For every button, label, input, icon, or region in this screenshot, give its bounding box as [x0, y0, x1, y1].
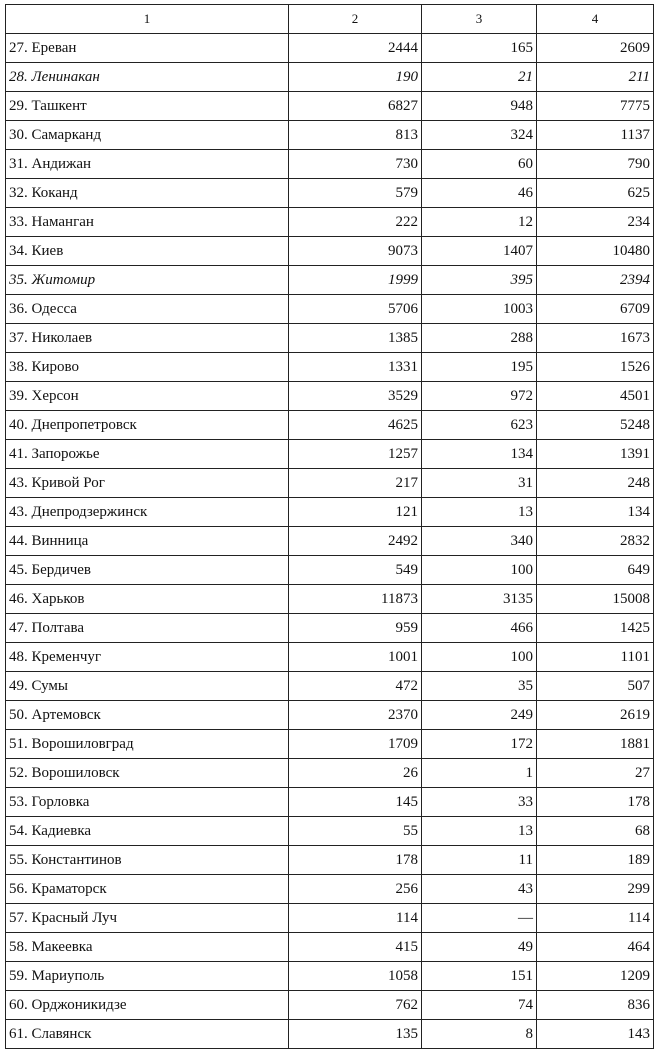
value-col-2-cell: 415 [289, 933, 422, 962]
value-col-4-cell: 15008 [537, 585, 654, 614]
value-col-3-cell: 13 [422, 498, 537, 527]
value-col-2-cell: 3529 [289, 382, 422, 411]
table-row [6, 933, 654, 962]
value-col-4-cell: 649 [537, 556, 654, 585]
value-col-2-cell: 472 [289, 672, 422, 701]
table-row [6, 469, 654, 498]
city-name-cell: 28. Ленинакан [6, 63, 289, 92]
city-name-cell: 48. Кременчуг [6, 643, 289, 672]
value-col-3-cell: 13 [422, 817, 537, 846]
table-row [6, 324, 654, 353]
value-col-4-cell: 790 [537, 150, 654, 179]
value-col-2-cell: 9073 [289, 237, 422, 266]
value-col-2-cell: 256 [289, 875, 422, 904]
table-row [6, 208, 654, 237]
value-col-3-cell: 165 [422, 34, 537, 63]
value-col-2-cell: 1999 [289, 266, 422, 295]
value-col-4-cell: 178 [537, 788, 654, 817]
city-name-cell: 35. Житомир [6, 266, 289, 295]
value-col-3-cell: 151 [422, 962, 537, 991]
value-col-2-cell: 5706 [289, 295, 422, 324]
table-row [6, 730, 654, 759]
value-col-2-cell: 2444 [289, 34, 422, 63]
value-col-3-cell: 972 [422, 382, 537, 411]
table-row [6, 382, 654, 411]
value-col-4-cell: 10480 [537, 237, 654, 266]
value-col-4-cell: 7775 [537, 92, 654, 121]
value-col-4-cell: 1881 [537, 730, 654, 759]
value-col-4-cell: 27 [537, 759, 654, 788]
value-col-4-cell: 68 [537, 817, 654, 846]
value-col-4-cell: 507 [537, 672, 654, 701]
value-col-2-cell: 217 [289, 469, 422, 498]
value-col-2-cell: 1058 [289, 962, 422, 991]
value-col-4-cell: 1391 [537, 440, 654, 469]
city-name-cell: 58. Макеевка [6, 933, 289, 962]
value-col-4-cell: 1209 [537, 962, 654, 991]
value-col-3-cell: 324 [422, 121, 537, 150]
value-col-3-cell: 11 [422, 846, 537, 875]
city-name-cell: 41. Запорожье [6, 440, 289, 469]
city-name-cell: 53. Горловка [6, 788, 289, 817]
table-row [6, 672, 654, 701]
value-col-3-cell: 3135 [422, 585, 537, 614]
city-name-cell: 47. Полтава [6, 614, 289, 643]
city-name-cell: 45. Бердичев [6, 556, 289, 585]
value-col-4-cell: 1101 [537, 643, 654, 672]
value-col-3-cell: 49 [422, 933, 537, 962]
city-name-cell: 49. Сумы [6, 672, 289, 701]
city-name-cell: 59. Мариуполь [6, 962, 289, 991]
value-col-2-cell: 1385 [289, 324, 422, 353]
table-row [6, 295, 654, 324]
value-col-4-cell: 2609 [537, 34, 654, 63]
city-name-cell: 34. Киев [6, 237, 289, 266]
value-col-4-cell: 2619 [537, 701, 654, 730]
value-col-4-cell: 299 [537, 875, 654, 904]
table-row [6, 237, 654, 266]
value-col-4-cell: 5248 [537, 411, 654, 440]
city-name-cell: 46. Харьков [6, 585, 289, 614]
city-name-cell: 54. Кадиевка [6, 817, 289, 846]
value-col-4-cell: 464 [537, 933, 654, 962]
value-col-4-cell: 2394 [537, 266, 654, 295]
value-col-2-cell: 190 [289, 63, 422, 92]
city-name-cell: 38. Кирово [6, 353, 289, 382]
city-name-cell: 57. Красный Луч [6, 904, 289, 933]
value-col-4-cell: 1673 [537, 324, 654, 353]
value-col-4-cell: 134 [537, 498, 654, 527]
city-name-cell: 31. Андижан [6, 150, 289, 179]
table-row [6, 701, 654, 730]
city-name-cell: 60. Орджоникидзе [6, 991, 289, 1020]
value-col-2-cell: 4625 [289, 411, 422, 440]
city-name-cell: 29. Ташкент [6, 92, 289, 121]
value-col-3-cell: 43 [422, 875, 537, 904]
table-row [6, 34, 654, 63]
value-col-3-cell: 1003 [422, 295, 537, 324]
value-col-2-cell: 579 [289, 179, 422, 208]
city-name-cell: 27. Ереван [6, 34, 289, 63]
value-col-4-cell: 1526 [537, 353, 654, 382]
value-col-3-cell: 288 [422, 324, 537, 353]
city-name-cell: 43. Днепродзержинск [6, 498, 289, 527]
city-name-cell: 30. Самарканд [6, 121, 289, 150]
value-col-2-cell: 730 [289, 150, 422, 179]
value-col-3-cell: 21 [422, 63, 537, 92]
value-col-2-cell: 26 [289, 759, 422, 788]
value-col-3-cell: 395 [422, 266, 537, 295]
table-row [6, 179, 654, 208]
city-name-cell: 61. Славянск [6, 1020, 289, 1049]
table-row [6, 788, 654, 817]
value-col-3-cell: 60 [422, 150, 537, 179]
table-row [6, 1020, 654, 1049]
value-col-3-cell: 100 [422, 556, 537, 585]
value-col-3-cell: 134 [422, 440, 537, 469]
value-col-4-cell: 189 [537, 846, 654, 875]
table-row [6, 411, 654, 440]
value-col-2-cell: 1331 [289, 353, 422, 382]
value-col-3-cell: 466 [422, 614, 537, 643]
value-col-3-cell: 1 [422, 759, 537, 788]
value-col-3-cell: 74 [422, 991, 537, 1020]
value-col-3-cell: 46 [422, 179, 537, 208]
value-col-4-cell: 1137 [537, 121, 654, 150]
value-col-2-cell: 114 [289, 904, 422, 933]
value-col-3-cell: 340 [422, 527, 537, 556]
column-header-2: 2 [289, 5, 422, 34]
value-col-2-cell: 1257 [289, 440, 422, 469]
value-col-4-cell: 4501 [537, 382, 654, 411]
table-row [6, 875, 654, 904]
city-name-cell: 32. Коканд [6, 179, 289, 208]
table-row [6, 498, 654, 527]
value-col-4-cell: 211 [537, 63, 654, 92]
city-name-cell: 43. Кривой Рог [6, 469, 289, 498]
column-header-4: 4 [537, 5, 654, 34]
city-name-cell: 50. Артемовск [6, 701, 289, 730]
table-row [6, 266, 654, 295]
value-col-2-cell: 55 [289, 817, 422, 846]
value-col-3-cell: 100 [422, 643, 537, 672]
value-col-4-cell: 114 [537, 904, 654, 933]
value-col-4-cell: 836 [537, 991, 654, 1020]
value-col-2-cell: 2492 [289, 527, 422, 556]
value-col-2-cell: 145 [289, 788, 422, 817]
city-name-cell: 52. Ворошиловск [6, 759, 289, 788]
column-header-3: 3 [422, 5, 537, 34]
value-col-2-cell: 178 [289, 846, 422, 875]
city-name-cell: 33. Наманган [6, 208, 289, 237]
value-col-4-cell: 2832 [537, 527, 654, 556]
table-row [6, 614, 654, 643]
value-col-4-cell: 6709 [537, 295, 654, 324]
value-col-3-cell: 35 [422, 672, 537, 701]
table-row [6, 527, 654, 556]
city-name-cell: 40. Днепропетровск [6, 411, 289, 440]
data-table [5, 4, 654, 1049]
value-col-2-cell: 121 [289, 498, 422, 527]
table-row [6, 585, 654, 614]
city-name-cell: 36. Одесса [6, 295, 289, 324]
value-col-4-cell: 1425 [537, 614, 654, 643]
value-col-3-cell: 195 [422, 353, 537, 382]
table-row [6, 991, 654, 1020]
table-row [6, 150, 654, 179]
table-row [6, 962, 654, 991]
table-row [6, 759, 654, 788]
table-row [6, 353, 654, 382]
value-col-4-cell: 143 [537, 1020, 654, 1049]
value-col-3-cell: 249 [422, 701, 537, 730]
header-row [6, 5, 654, 34]
value-col-2-cell: 1709 [289, 730, 422, 759]
value-col-3-cell: 12 [422, 208, 537, 237]
city-name-cell: 56. Краматорск [6, 875, 289, 904]
value-col-3-cell: — [422, 904, 537, 933]
table-row [6, 556, 654, 585]
city-name-cell: 55. Константинов [6, 846, 289, 875]
table-row [6, 643, 654, 672]
table-row [6, 92, 654, 121]
value-col-2-cell: 549 [289, 556, 422, 585]
value-col-3-cell: 948 [422, 92, 537, 121]
table-row [6, 817, 654, 846]
table-row [6, 63, 654, 92]
value-col-3-cell: 172 [422, 730, 537, 759]
table-row [6, 440, 654, 469]
table-row [6, 121, 654, 150]
value-col-2-cell: 11873 [289, 585, 422, 614]
column-header-1: 1 [6, 5, 289, 34]
city-name-cell: 39. Херсон [6, 382, 289, 411]
value-col-3-cell: 31 [422, 469, 537, 498]
value-col-2-cell: 813 [289, 121, 422, 150]
value-col-2-cell: 1001 [289, 643, 422, 672]
table-body [6, 34, 654, 1049]
city-name-cell: 37. Николаев [6, 324, 289, 353]
value-col-4-cell: 248 [537, 469, 654, 498]
value-col-2-cell: 135 [289, 1020, 422, 1049]
table-header [6, 5, 654, 34]
value-col-3-cell: 623 [422, 411, 537, 440]
table-row [6, 846, 654, 875]
value-col-3-cell: 33 [422, 788, 537, 817]
value-col-4-cell: 625 [537, 179, 654, 208]
table-row [6, 904, 654, 933]
value-col-2-cell: 222 [289, 208, 422, 237]
value-col-2-cell: 959 [289, 614, 422, 643]
value-col-2-cell: 6827 [289, 92, 422, 121]
city-name-cell: 51. Ворошиловград [6, 730, 289, 759]
value-col-2-cell: 2370 [289, 701, 422, 730]
value-col-4-cell: 234 [537, 208, 654, 237]
value-col-3-cell: 8 [422, 1020, 537, 1049]
value-col-2-cell: 762 [289, 991, 422, 1020]
value-col-3-cell: 1407 [422, 237, 537, 266]
city-name-cell: 44. Винница [6, 527, 289, 556]
